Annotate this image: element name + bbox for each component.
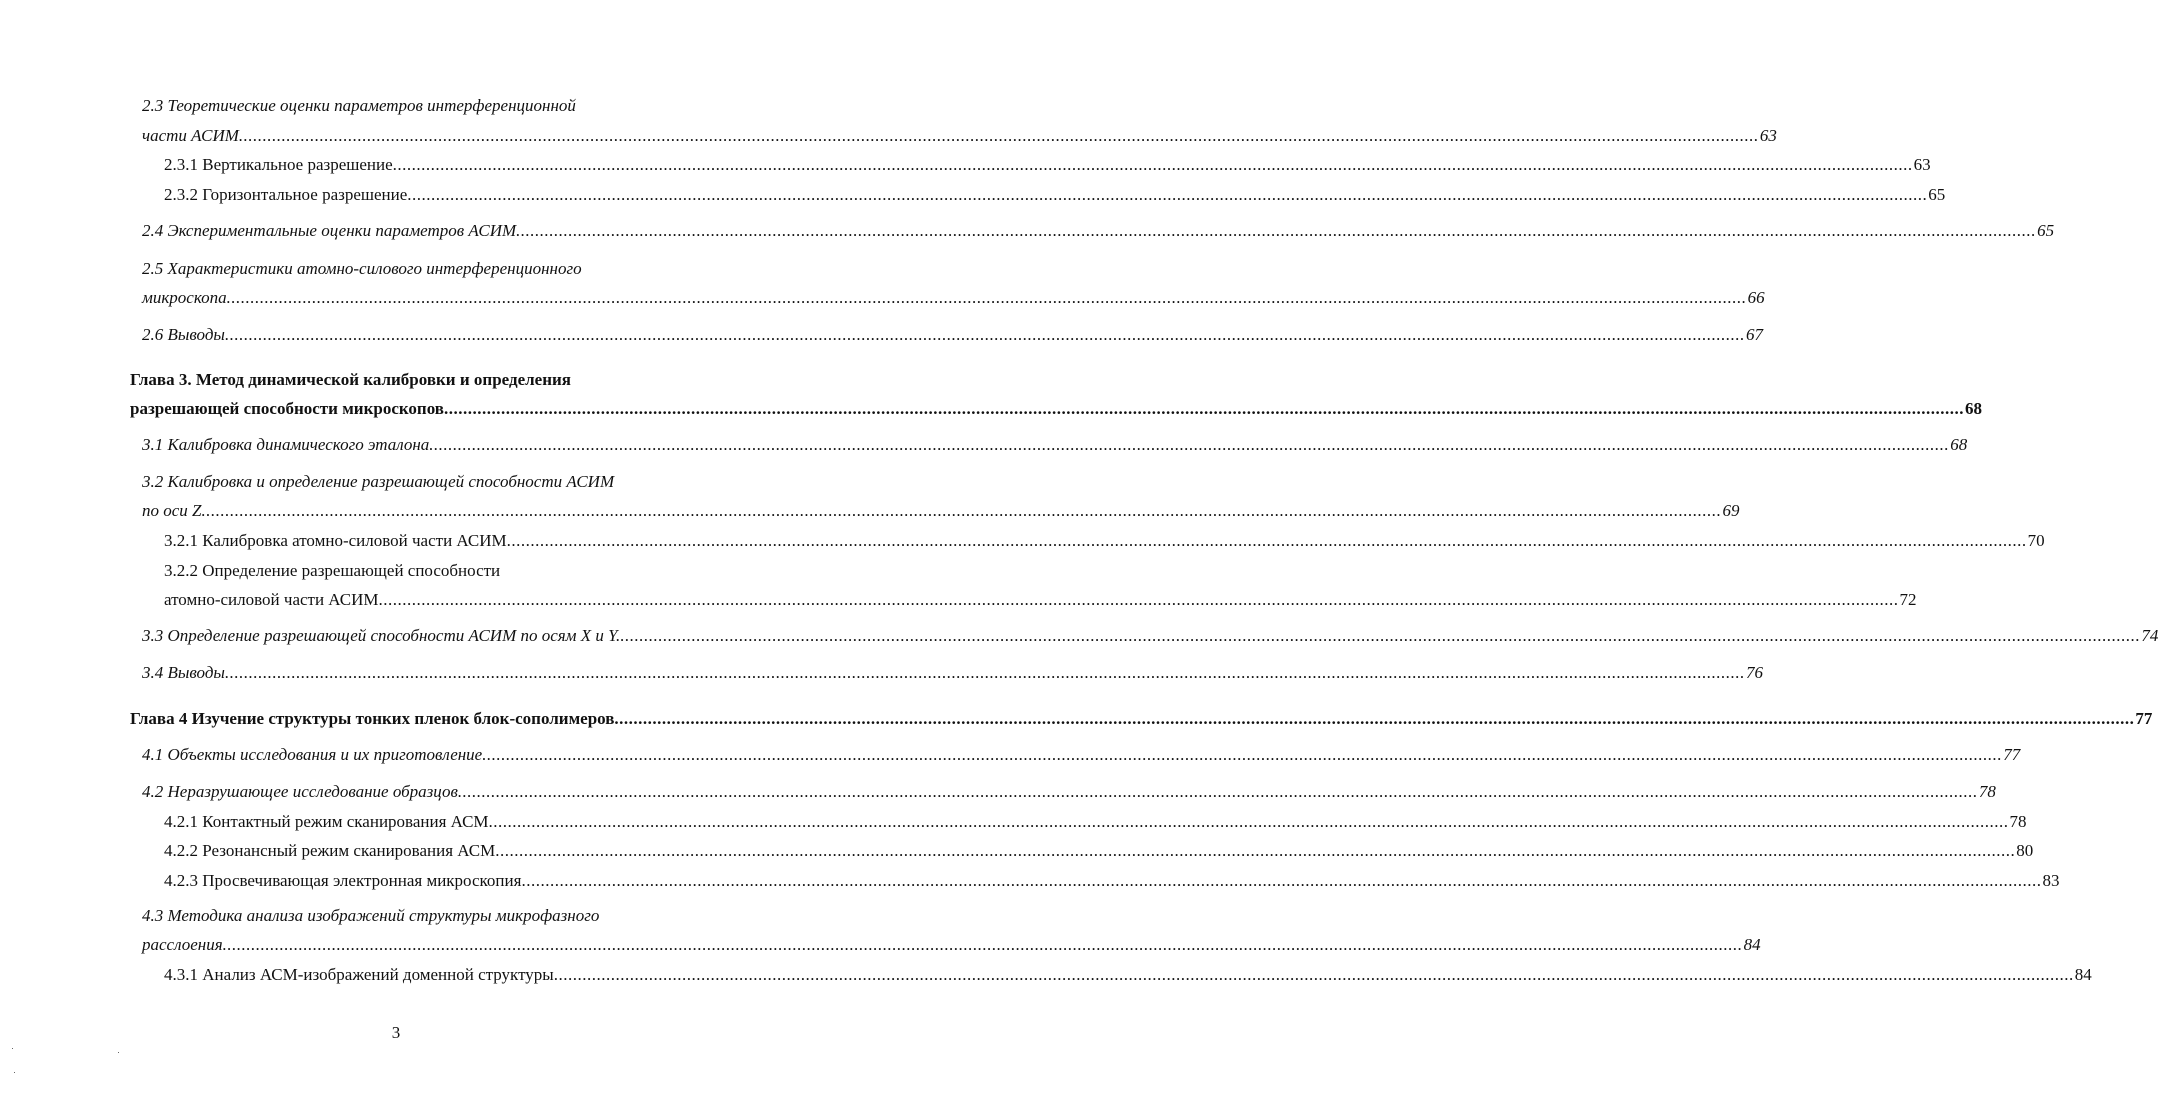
page-ref: 63 — [1913, 155, 1931, 174]
toc-entry-label: 2.3.2 Горизонтальное разрешение — [164, 185, 408, 204]
toc-2-3-1-entry[interactable] — [164, 154, 1931, 176]
toc-2-5-entry[interactable] — [142, 287, 1765, 309]
leader-dots — [521, 870, 2041, 892]
leader-dots — [489, 811, 2009, 833]
leader-dots — [225, 324, 1745, 346]
leader-dots — [458, 781, 1978, 803]
toc-entry-label: 2.4 Экспериментальные оценки параметров АСИМ — [142, 221, 517, 240]
toc-entry-label: 4.2.1 Контактный режим сканирования АСМ — [164, 812, 489, 831]
toc-4-3-1-entry[interactable] — [164, 964, 2092, 986]
toc-2-4-entry[interactable] — [142, 220, 2055, 242]
leader-dots — [444, 398, 1964, 420]
leader-dots — [393, 154, 1913, 176]
page-ref: 78 — [2009, 812, 2027, 831]
toc-entry-label: 3.4 Выводы — [142, 663, 225, 682]
leader-dots — [227, 287, 1747, 309]
page-ref: 66 — [1747, 288, 1765, 307]
toc-4-2-entry[interactable] — [142, 781, 1996, 803]
scan-speck — [12, 1048, 13, 1049]
toc-entry-label: 4.3.1 Анализ АСМ-изображений доменной структуры — [164, 965, 554, 984]
page-ref: 77 — [2135, 709, 2153, 728]
toc-2-5-title: 2.5 Характеристики атомно-силового интерференционного — [142, 259, 582, 278]
toc-entry-label: 3.3 Определение разрешающей способности АСИМ по осям X и Y. — [142, 626, 621, 645]
toc-2-3-entry[interactable] — [142, 125, 1777, 147]
leader-dots — [407, 184, 1927, 206]
toc-entry-label: 4.2.3 Просвечивающая электронная микроскопия — [164, 871, 522, 890]
toc-4-3-title: 4.3 Методика анализа изображений структуры микрофазного — [142, 906, 600, 925]
page-number: 3 — [391, 1023, 401, 1042]
toc-3-2-1-entry[interactable] — [164, 530, 2045, 552]
scan-speck — [118, 1052, 119, 1053]
toc-3-2-title: 3.2 Калибровка и определение разрешающей способности АСИМ — [142, 472, 615, 491]
toc-2-3-2-entry[interactable] — [164, 184, 1946, 206]
toc-chapter-3-entry[interactable] — [130, 398, 1982, 420]
toc-entry-label: 4.2.2 Резонансный режим сканирования АСМ — [164, 841, 496, 860]
toc-entry-label: по оси Z — [142, 501, 202, 520]
toc-entry-label: микроскопа — [142, 288, 227, 307]
toc-3-1-entry[interactable] — [142, 434, 1968, 456]
page-ref: 74 — [2141, 626, 2158, 645]
toc-entry-label: разрешающей способности микроскопов — [130, 399, 444, 418]
leader-dots — [429, 434, 1949, 456]
toc-4-2-3-entry[interactable] — [164, 870, 2060, 892]
toc-entry-label: Глава 4 Изучение структуры тонких пленок блок-сополимеров — [130, 709, 615, 728]
toc-entry-label: 2.3.1 Вертикальное разрешение — [164, 155, 393, 174]
toc-3-2-2-entry[interactable] — [164, 589, 1917, 611]
toc-entry-label: 4.1 Объекты исследования и их приготовление — [142, 745, 483, 764]
page-ref: 72 — [1899, 590, 1917, 609]
toc-entry-label: 2.6 Выводы — [142, 325, 225, 344]
toc-3-2-entry[interactable] — [142, 500, 1740, 522]
page-ref: 78 — [1978, 782, 1996, 801]
page-ref: 67 — [1745, 325, 1763, 344]
toc-entry-label: 4.2 Неразрушающее исследование образцов — [142, 782, 458, 801]
page-ref: 84 — [2074, 965, 2092, 984]
page-ref: 68 — [1965, 399, 1982, 418]
page-ref: 68 — [1950, 435, 1968, 454]
page-ref: 84 — [1743, 935, 1761, 954]
page-ref: 80 — [2016, 841, 2034, 860]
toc-entry-label: атомно-силовой части АСИМ — [164, 590, 379, 609]
leader-dots — [614, 708, 2134, 730]
leader-dots — [620, 625, 2140, 647]
page-ref: 76 — [1745, 663, 1763, 682]
toc-4-2-1-entry[interactable] — [164, 811, 2027, 833]
toc-3-2-2-title: 3.2.2 Определение разрешающей способности — [164, 561, 501, 580]
leader-dots — [554, 964, 2074, 986]
toc-entry-label: расслоения — [142, 935, 223, 954]
toc-entry-label: 3.2.1 Калибровка атомно-силовой части АСИМ — [164, 531, 507, 550]
toc-entry-label: 3.1 Калибровка динамического эталона — [142, 435, 430, 454]
toc-entry-label: части АСИМ — [142, 126, 239, 145]
page-ref: 65 — [2037, 221, 2055, 240]
leader-dots — [482, 744, 2002, 766]
leader-dots — [223, 934, 1743, 956]
toc-4-1-entry[interactable] — [142, 744, 2021, 766]
leader-dots — [202, 500, 1722, 522]
page-ref: 70 — [2027, 531, 2045, 550]
toc-4-2-2-entry[interactable] — [164, 840, 2034, 862]
page-ref: 69 — [1722, 501, 1740, 520]
leader-dots — [239, 125, 1759, 147]
toc-4-3-entry[interactable] — [142, 934, 1761, 956]
toc-3-4-entry[interactable] — [142, 662, 1763, 684]
toc-chapter-4-entry[interactable] — [130, 708, 2153, 730]
toc-2-6-entry[interactable] — [142, 324, 1763, 346]
page-ref: 77 — [2003, 745, 2021, 764]
leader-dots — [516, 220, 2036, 242]
toc-2-3-title: 2.3 Теоретические оценки параметров интерференционной — [142, 96, 576, 115]
page-ref: 63 — [1759, 126, 1777, 145]
page-ref: 65 — [1928, 185, 1946, 204]
toc-3-3-entry[interactable] — [142, 625, 2158, 647]
leader-dots — [495, 840, 2015, 862]
leader-dots — [507, 530, 2027, 552]
scan-speck — [14, 1072, 15, 1073]
leader-dots — [378, 589, 1898, 611]
toc-chapter-3-title: Глава 3. Метод динамической калибровки и определения — [130, 370, 571, 389]
page-ref: 83 — [2042, 871, 2060, 890]
leader-dots — [225, 662, 1745, 684]
